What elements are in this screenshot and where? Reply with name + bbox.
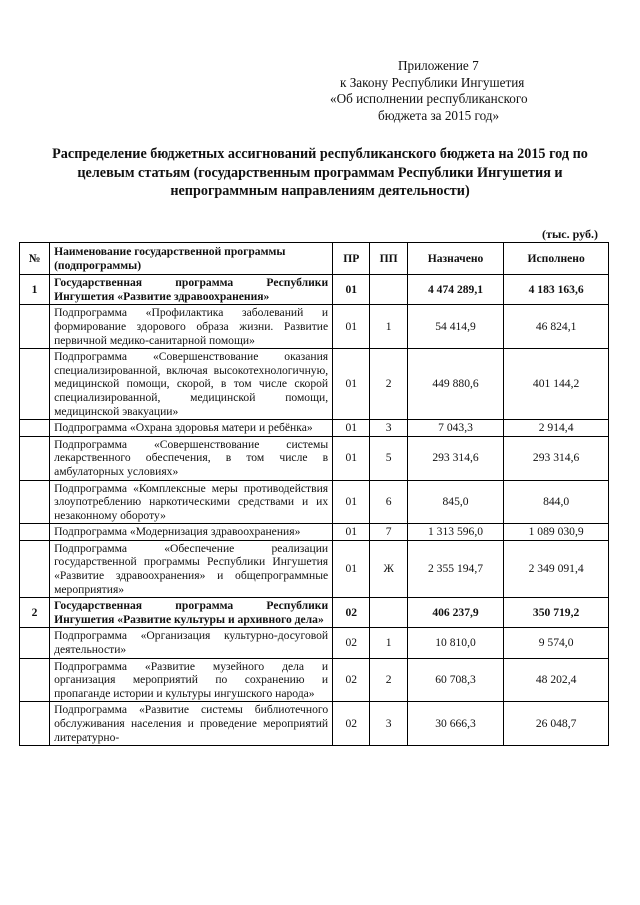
unit-label: (тыс. руб.): [542, 227, 598, 241]
cell-pp: 3: [370, 420, 407, 437]
cell-assigned: 406 237,9: [407, 598, 503, 628]
cell-assigned: 293 314,6: [407, 436, 503, 480]
cell-executed: 1 089 030,9: [504, 524, 609, 541]
cell-num: [20, 305, 50, 349]
cell-executed: 48 202,4: [504, 658, 609, 702]
cell-name: Подпрограмма «Обеспечение реализации государственной программы Республики Ингушетия «Развитие здравоохранения» и общепрограммные мероприятия»: [50, 540, 333, 597]
cell-num: [20, 702, 50, 746]
cell-executed: 2 914,4: [504, 420, 609, 437]
appendix-line: «Об исполнении республиканского: [330, 91, 528, 107]
cell-pp: 3: [370, 702, 407, 746]
cell-pp: 2: [370, 658, 407, 702]
cell-pr: 01: [333, 305, 370, 349]
cell-name: Подпрограмма «Охрана здоровья матери и ребёнка»: [50, 420, 333, 437]
cell-executed: 9 574,0: [504, 628, 609, 658]
cell-executed: 293 314,6: [504, 436, 609, 480]
cell-pp: 5: [370, 436, 407, 480]
cell-pr: 01: [333, 436, 370, 480]
cell-pp: 7: [370, 524, 407, 541]
cell-num: 2: [20, 598, 50, 628]
cell-num: 1: [20, 275, 50, 305]
table-row: [20, 420, 609, 437]
table-row: [20, 598, 609, 628]
cell-name: Государственная программа Республики Ингушетия «Развитие здравоохранения»: [50, 275, 333, 305]
cell-num: [20, 628, 50, 658]
appendix-line: бюджета за 2015 год»: [378, 107, 500, 123]
appendix-block: [326, 58, 606, 124]
cell-num: [20, 658, 50, 702]
cell-pr: 01: [333, 349, 370, 420]
cell-name: Подпрограмма «Совершенствование оказания специализированной, включая высокотехнологичную, медицинской помощи, скорой, в том числе скорой специализированной, медицинской помощи, медицинской эвакуации»: [50, 349, 333, 420]
cell-assigned: 60 708,3: [407, 658, 503, 702]
budget-table: [19, 242, 609, 746]
cell-pp: 6: [370, 480, 407, 524]
cell-pr: 01: [333, 540, 370, 597]
cell-assigned: 1 313 596,0: [407, 524, 503, 541]
cell-name: Подпрограмма «Организация культурно-досуговой деятельности»: [50, 628, 333, 658]
cell-pr: 02: [333, 628, 370, 658]
cell-assigned: 2 355 194,7: [407, 540, 503, 597]
table-row: [20, 540, 609, 597]
cell-name: Подпрограмма «Комплексные меры противодействия злоупотреблению наркотическими средствами и их незаконному обороту»: [50, 480, 333, 524]
table-row: [20, 702, 609, 746]
cell-pr: 01: [333, 524, 370, 541]
cell-pr: 01: [333, 275, 370, 305]
appendix-line: Приложение 7: [398, 58, 479, 73]
cell-executed: 2 349 091,4: [504, 540, 609, 597]
cell-pr: 02: [333, 702, 370, 746]
title-line: непрограммным направлениям деятельности): [170, 183, 470, 200]
cell-pp: [370, 598, 407, 628]
cell-num: [20, 540, 50, 597]
cell-assigned: 10 810,0: [407, 628, 503, 658]
cell-pp: 1: [370, 305, 407, 349]
table-row: [20, 436, 609, 480]
table-header-row: [20, 243, 609, 275]
cell-assigned: 7 043,3: [407, 420, 503, 437]
cell-pp: [370, 275, 407, 305]
cell-pr: 01: [333, 480, 370, 524]
cell-num: [20, 480, 50, 524]
cell-name: Подпрограмма «Развитие системы библиотечного обслуживания населения и проведение мероприятий литературно-: [50, 702, 333, 746]
header-num: №: [20, 243, 50, 275]
cell-pr: 02: [333, 658, 370, 702]
cell-num: [20, 436, 50, 480]
table-row: [20, 524, 609, 541]
cell-num: [20, 349, 50, 420]
table-row: [20, 349, 609, 420]
cell-pp: 2: [370, 349, 407, 420]
cell-name: Подпрограмма «Совершенствование системы лекарственного обеспечения, в том числе в амбулаторных условиях»: [50, 436, 333, 480]
cell-num: [20, 524, 50, 541]
cell-name: Государственная программа Республики Ингушетия «Развитие культуры и архивного дела»: [50, 598, 333, 628]
table-row: [20, 658, 609, 702]
cell-assigned: 449 880,6: [407, 349, 503, 420]
title-line: целевым статьям (государственным программам Республики Ингушетия и: [77, 164, 563, 181]
cell-pp: 1: [370, 628, 407, 658]
cell-pp: Ж: [370, 540, 407, 597]
cell-assigned: 845,0: [407, 480, 503, 524]
document-title: [16, 145, 624, 201]
header-pr: ПР: [333, 243, 370, 275]
table-row: [20, 480, 609, 524]
table-row: [20, 275, 609, 305]
cell-executed: 350 719,2: [504, 598, 609, 628]
cell-executed: 844,0: [504, 480, 609, 524]
cell-num: [20, 420, 50, 437]
cell-assigned: 54 414,9: [407, 305, 503, 349]
cell-executed: 4 183 163,6: [504, 275, 609, 305]
appendix-line: к Закону Республики Ингушетия: [340, 74, 525, 90]
cell-name: Подпрограмма «Профилактика заболеваний и формирование здорового образа жизни. Развитие первичной медико-санитарной помощи»: [50, 305, 333, 349]
cell-executed: 26 048,7: [504, 702, 609, 746]
cell-assigned: 4 474 289,1: [407, 275, 503, 305]
cell-executed: 401 144,2: [504, 349, 609, 420]
header-pp: ПП: [370, 243, 407, 275]
cell-pr: 01: [333, 420, 370, 437]
cell-pr: 02: [333, 598, 370, 628]
header-name: Наименование государственной программы (подпрограммы): [50, 243, 333, 275]
cell-name: Подпрограмма «Развитие музейного дела и организация мероприятий по сохранению и пропаганде истории и культуры ингушского народа»: [50, 658, 333, 702]
cell-executed: 46 824,1: [504, 305, 609, 349]
header-executed: Исполнено: [504, 243, 609, 275]
table-row: [20, 628, 609, 658]
cell-assigned: 30 666,3: [407, 702, 503, 746]
cell-name: Подпрограмма «Модернизация здравоохранения»: [50, 524, 333, 541]
title-line: Распределение бюджетных ассигнований республиканского бюджета на 2015 год по: [52, 146, 588, 162]
table-row: [20, 305, 609, 349]
header-assigned: Назначено: [407, 243, 503, 275]
